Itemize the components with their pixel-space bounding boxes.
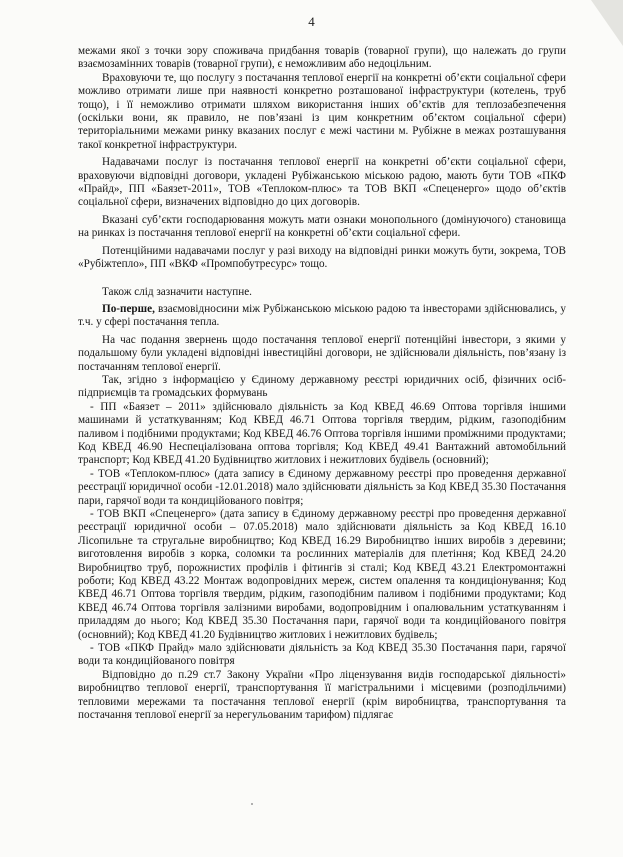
firstly-label: По-перше,	[102, 302, 155, 315]
paragraph-firstly	[78, 303, 566, 330]
list-item-bayazet: - ПП «Баязет – 2011» здійснювало діяльність за Код КВЕД 46.69 Оптова торгівля іншими машинами й устаткуванням; Код КВЕД 46.71 Оптова торгівля твердим, рідким, газоподібним паливом і подібними продуктами; Код КВЕД 46.76 Оптова торгівля іншими проміжними продуктами; Код КВЕД 46.90 Неспеціалізована оптова торгівля; Код КВЕД 49.41 Вантажний автомобільний транспорт; Код КВЕД 41.20 Будівництво житлових і нежитлових будівель (основний);	[78, 400, 566, 467]
scan-speck	[251, 803, 253, 805]
document-body	[78, 45, 566, 723]
page-number: 4	[308, 14, 315, 29]
paragraph-investors: На час подання звернень щодо постачання теплової енергії потенційні інвестори, з якими у подальшому були укладені відповідні інвестиційні договори, не здійснювали діяльність, пов’язану із постачанням теплової енергії.	[78, 333, 566, 373]
paragraph-licensing-law: Відповідно до п.29 ст.7 Закону України «Про ліцензування видів господарської діяльності» виробництво теплової енергії, транспортування її магістральними і місцевими (розподільчими) тепловими мережами та постачання теплової енергії (крім виробництва, транспортування та постачання теплової енергії за нерегульованим тарифом) підлягає	[78, 668, 566, 722]
paragraph-also-note: Також слід зазначити наступне.	[102, 285, 252, 298]
list-item-teplokom: - ТОВ «Теплоком-плюс» (дата запису в Єдиному державному реєстрі про проведення державної реєстрації юридичної особи -12.01.2018) мало здійснювати діяльність за Код КВЕД 35.30 Постачання пари, гарячої води та кондиційованого повітря;	[78, 467, 566, 507]
paragraph-territorial-limits: Враховуючи те, що послугу з постачання теплової енергії на конкретні об’єкти соціальної сфери можливо отримати лише при наявності конкретно розташованої інфраструктури (котелень, труб тощо), і її неможливо отримати шляхом використання інших об’єктів для теплозабезпечення (оскільки вони, як правило, не пов’язані із цим конкретним об’єктом соціальної сфери) територіальними межами ринку вказаних послуг є межі частини м. Рубіжне в межах розташування такої конкретної інфраструктури.	[78, 71, 566, 151]
paragraph-service-providers: Надавачами послуг із постачання теплової енергії на конкретні об’єкти соціальної сфери, враховуючи відповідні договори, укладені Рубіжанською міською радою, мають бути ТОВ «ПКФ «Прайд», ПП «Баязет-2011», ТОВ «Теплоком-плюс» та ТОВ ВКП «Спеценерго» щодо об’єктів соціальної сфери, визначених відповідно до цих договорів.	[78, 156, 566, 209]
paragraph-monopoly-status: Вказані суб’єкти господарювання можуть мати ознаки монопольного (домінуючого) становища на ринках із постачання теплової енергії на конкретні об’єкти соціальної сфери.	[78, 213, 566, 240]
paragraph-potential-providers: Потенційними надавачами послуг у разі виходу на відповідні ринки можуть бути, зокрема, ТОВ «Рубіжтепло», ПП «ВКФ «Промпобутресурс» тощо.	[78, 244, 566, 271]
firstly-text: взаємовідносини між Рубіжанською міською радою та інвесторами здійснювались, у т.ч. у сфері постачання тепла.	[78, 302, 567, 329]
list-item-pkf-praid: - ТОВ «ПКФ Прайд» мало здійснювати діяльність за Код КВЕД 35.30 Постачання пари, гарячої води та кондиційованого повітря	[78, 642, 566, 668]
paragraph-registry-info: Так, згідно з інформацією у Єдиному державному реєстрі юридичних осіб, фізичних осіб-підприємців та громадських формувань	[78, 373, 566, 400]
list-item-specenergo: - ТОВ ВКП «Спеценерго» (дата запису в Єдиному державному реєстрі про проведення державної реєстрації юридичної особи – 07.05.2018) мало здійснювати діяльність за Код КВЕД 16.10 Лісопильне та стругальне виробництво; Код КВЕД 16.29 Виробництво інших виробів з деревини; виготовлення виробів з корка, соломки та рослинних матеріалів для плетіння; Код КВЕД 24.20 Виробництво труб, порожнистих профілів і фітингів зі сталі; Код КВЕД 43.21 Електромонтажні роботи; Код КВЕД 43.22 Монтаж водопровідних мереж, систем опалення та кондиціонування; Код КВЕД 46.71 Оптова торгівля твердим, рідким, газоподібним паливом і подібними продуктами; Код КВЕД 46.74 Оптова торгівля залізними виробами, водопровідним і опалювальним устаткуванням і приладдям до нього; Код КВЕД 35.30 Постачання пари, гарячої води та кондиційованого повітря (основний); Код КВЕД 41.20 Будівництво житлових і нежитлових будівель;	[78, 508, 566, 641]
paragraph-market-boundary: межами якої з точки зору споживача придбання товарів (товарної групи), що належать до групи взаємозамінних товарів (товарної групи), є неможливим або недоцільним.	[78, 45, 566, 71]
